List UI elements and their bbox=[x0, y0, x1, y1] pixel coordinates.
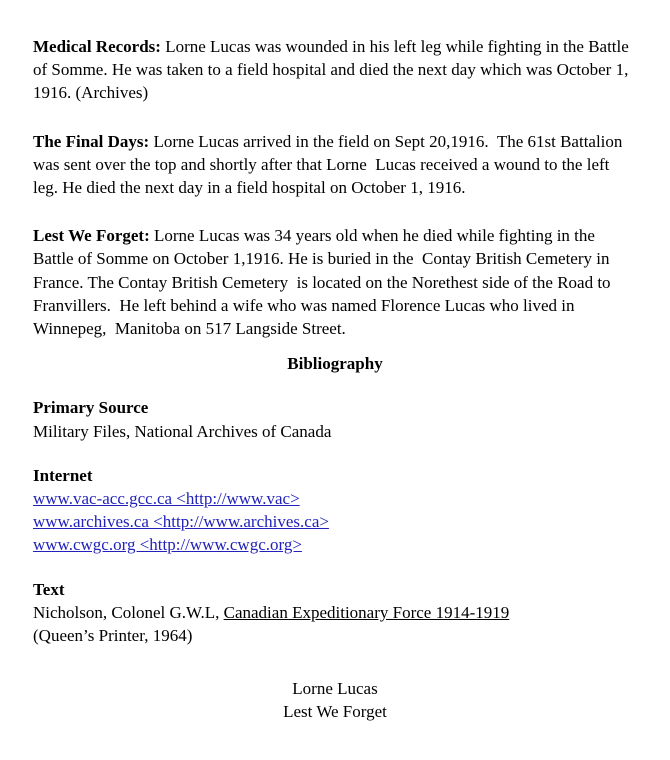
paragraph-lest-we-forget bbox=[33, 224, 637, 340]
paragraph-final-days bbox=[33, 130, 637, 200]
text-source-book-title: Canadian Expeditionary Force 1914-1919 bbox=[223, 602, 510, 622]
internet-link-cwgc[interactable]: www.cwgc.org <http://www.cwgc.org> bbox=[33, 535, 302, 555]
footer-name: Lorne Lucas bbox=[292, 679, 378, 699]
paragraph-lead-final-days: The Final Days: bbox=[33, 131, 150, 151]
spacer-before-text-source bbox=[33, 557, 637, 578]
paragraph-text-lest-we-forget: Lorne Lucas was 34 years old when he died while fighting in the Battle of Somme on October 1,1916. He is buried in the Contay British Cemetery in France. The Contay British Cemetery is located on the Norethest side of the Road to Franvillers. He left behind a wife who was named Florence Lucas who lived in Winnepeg, Manitoba on 517 Langside Street. bbox=[33, 226, 615, 339]
bibliography-heading: Bibliography bbox=[287, 354, 383, 374]
primary-source-entry: Military Files, National Archives of Canada bbox=[33, 421, 332, 441]
paragraph-lead-lest-we-forget: Lest We Forget: bbox=[33, 226, 150, 246]
text-source-citation bbox=[33, 601, 637, 624]
text-source-heading: Text bbox=[33, 579, 65, 599]
paragraph-lead-medical-records: Medical Records: bbox=[33, 37, 161, 56]
paragraph-text-medical-records: Lorne Lucas was wounded in his left leg while fighting in the Battle of Somme. He was taken to a field hospital and died the next day which was October 1, 1916. (Archives) bbox=[33, 37, 634, 103]
spacer-before-bibliography bbox=[33, 340, 637, 352]
internet-link-archives[interactable]: www.archives.ca <http://www.archives.ca> bbox=[33, 512, 329, 532]
text-source-author: Nicholson, Colonel G.W.L, bbox=[33, 602, 224, 622]
spacer-before-footer bbox=[33, 647, 637, 677]
text-source-publisher: (Queen’s Printer, 1964) bbox=[33, 626, 193, 646]
internet-link-vac[interactable]: www.vac-acc.gcc.ca <http://www.vac> bbox=[33, 489, 300, 509]
paragraph-text-final-days: Lorne Lucas arrived in the field on Sept 20,1916. The 61st Battalion was sent over the top and shortly after that Lorne Lucas received a wound to the left leg. He died the next day in a field hospital on October 1, 1916. bbox=[33, 131, 627, 198]
footer-motto: Lest We Forget bbox=[283, 702, 387, 722]
spacer-before-internet bbox=[33, 443, 637, 464]
paragraph-medical-records bbox=[33, 35, 637, 105]
primary-source-heading: Primary Source bbox=[33, 398, 149, 418]
spacer-after-bibliography-heading bbox=[33, 375, 637, 396]
internet-heading: Internet bbox=[33, 465, 93, 485]
